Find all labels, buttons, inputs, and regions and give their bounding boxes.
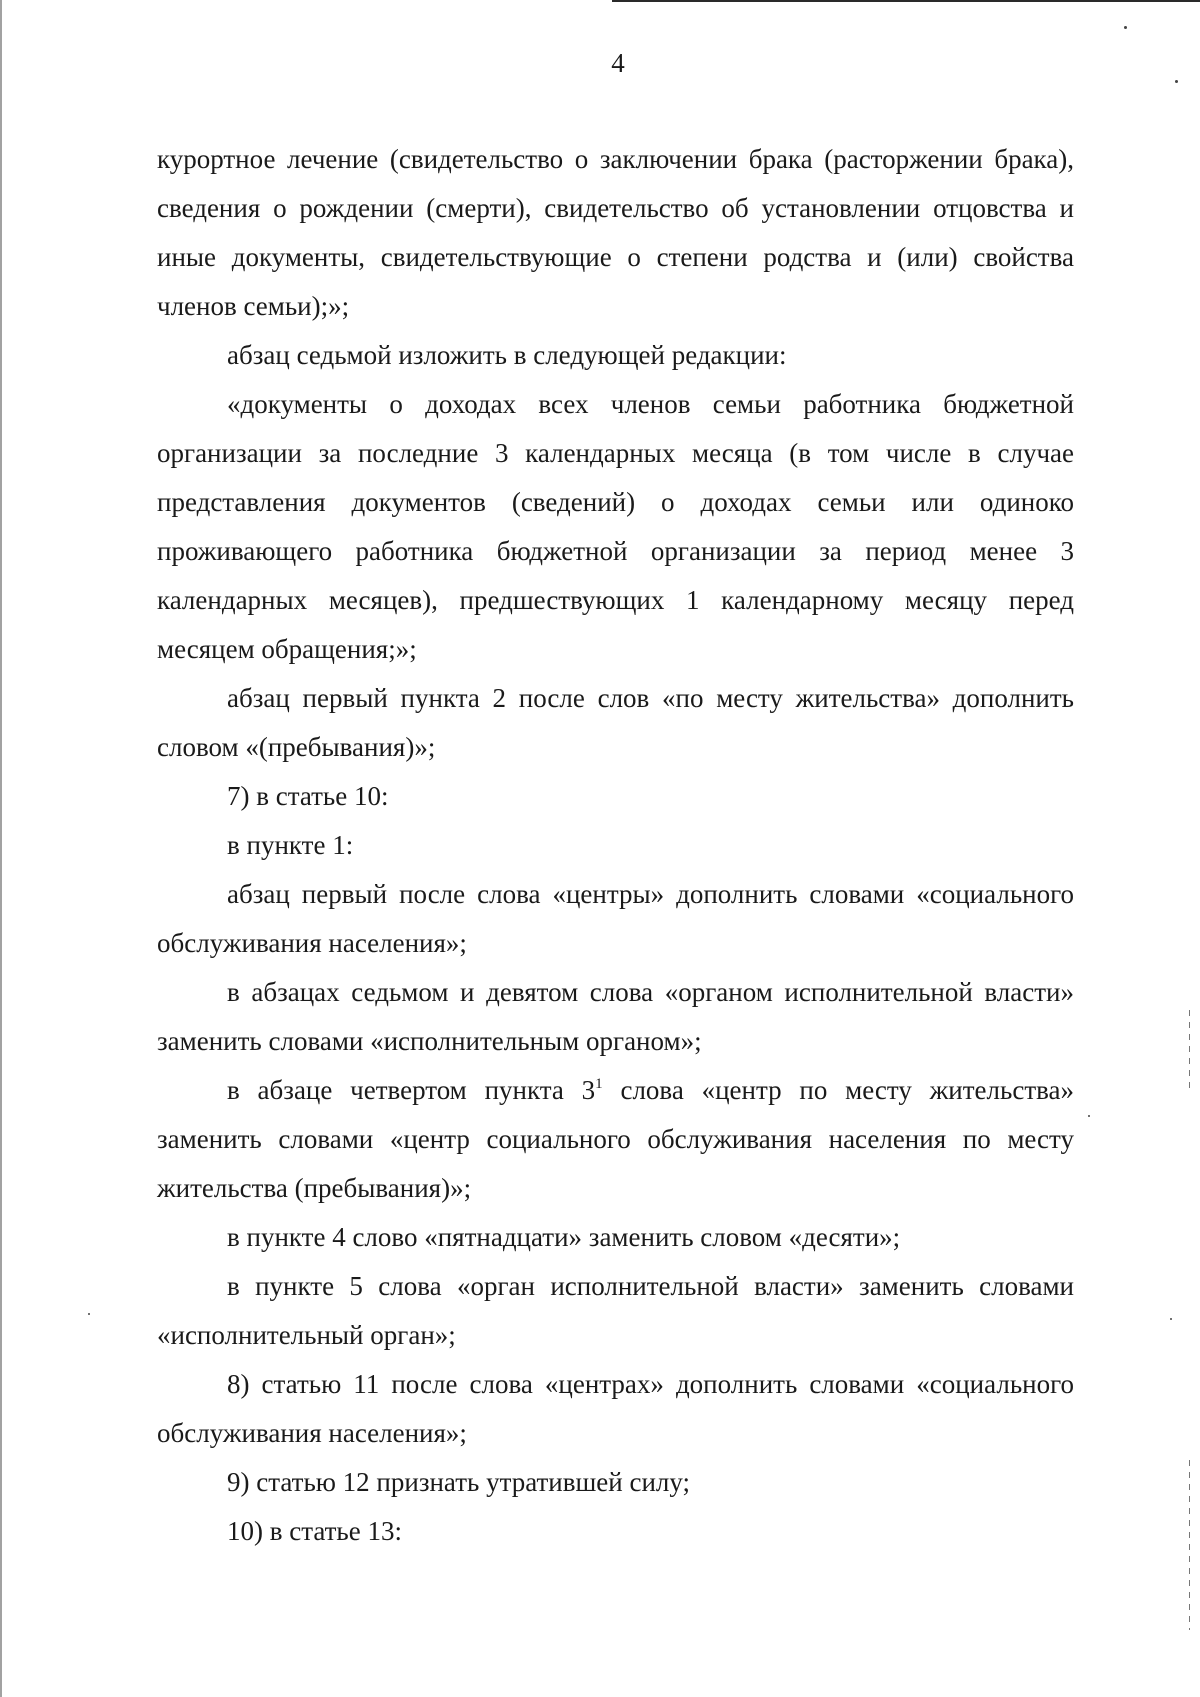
scan-top-rule [612, 0, 1200, 2]
scan-speck [1124, 26, 1127, 29]
scan-left-edge [0, 0, 2, 1697]
paragraph: 7) в статье 10: [227, 781, 389, 811]
scan-speck [1170, 1318, 1172, 1320]
paragraph: 10) в статье 13: [227, 1516, 402, 1546]
paragraph: курортное лечение (свидетельство о заключении брака (расторжении брака), сведения о рождении (смерти), свидетельство об установлении отцовства и иные документы, свидетельствующие о степени родства и (или) свойства членов семьи);»; [157, 144, 1074, 321]
scan-speck [1175, 80, 1178, 83]
paragraph: абзац седьмой изложить в следующей редакции: [227, 340, 787, 370]
paragraph: 8) статью 11 после слова «центрах» дополнить словами «социального обслуживания населения»; [157, 1369, 1074, 1448]
scan-speck [1088, 1115, 1090, 1117]
paragraph: в абзацах седьмом и девятом слова «органом исполнительной власти» заменить словами «исполнительным органом»; [157, 977, 1074, 1056]
paragraph: абзац первый после слова «центры» дополнить словами «социального обслуживания населения»; [157, 879, 1074, 958]
paragraph: в пункте 4 слово «пятнадцати» заменить словом «десяти»; [227, 1222, 901, 1252]
paragraph: в пункте 1: [227, 830, 354, 860]
scan-speck [88, 1313, 90, 1315]
paragraph: в пункте 5 слова «орган исполнительной власти» заменить словами «исполнительный орган»; [157, 1271, 1074, 1350]
paragraph: 9) статью 12 признать утратившей силу; [227, 1467, 691, 1497]
superscript: 1 [595, 1076, 603, 1092]
paragraph: в абзаце четвертом пункта $3^1$ слова «центр по месту жительства» заменить словами «центр социального обслуживания населения по месту жительства (пребывания)»; [157, 1075, 1074, 1203]
scan-right-edge-mark [1189, 1010, 1190, 1090]
paragraph: «документы о доходах всех членов семьи работника бюджетной организации за последние 3 календарных месяца (в том числе в случае представления документов (сведений) о доходах семьи или одиноко проживающего работника бюджетной организации за период менее 3 календарных месяцев), предшествующих 1 календарному месяцу перед месяцем обращения;»; [157, 389, 1074, 664]
page-number: 4 [611, 48, 625, 78]
body-text [157, 135, 1074, 1556]
paragraph: абзац первый пункта 2 после слов «по месту жительства» дополнить словом «(пребывания)»; [157, 683, 1074, 762]
scan-right-edge-mark [1189, 1460, 1190, 1630]
